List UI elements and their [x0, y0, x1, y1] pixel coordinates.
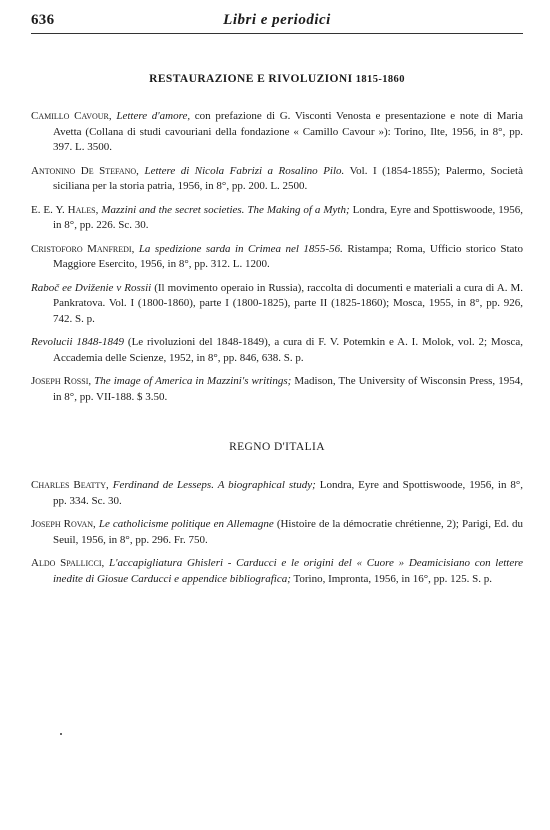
- entries-restaurazione: [31, 109, 523, 413]
- entry-title: Le catholicisme politique en Allemagne: [98, 518, 274, 530]
- entry-title: The image of America in Mazzini's writings;: [94, 375, 292, 387]
- bibliography-entry: [31, 478, 523, 509]
- entry-title: Lettere di Nicola Fabrizi a Rosalino Pilo.: [144, 164, 345, 177]
- bibliography-entry: [31, 242, 523, 273]
- bibliography-entry: [31, 203, 523, 234]
- bibliography-entry: [31, 517, 523, 548]
- entry-details: Vol. I (1854-1855); Palermo, Società siciliana per la storia patria, 1956, in 8°, pp. 200. L. 2500.: [53, 164, 523, 192]
- page-header: [31, 10, 523, 32]
- bibliography-entry: [31, 556, 523, 587]
- bibliography-entry: [31, 374, 523, 405]
- entry-details: (Il movimento operaio in Russia), raccolta di documenti e materiali a cura di A. M. Pankratova. Vol. I (1800-1860), parte I (1800-1825), parte II (1825-1860); Mosca, 1955, in 8°, pp. 926, 742. S. p.: [53, 281, 524, 325]
- header-rule: [31, 33, 523, 34]
- entry-author: Camillo Cavour,: [31, 110, 112, 122]
- entry-author: Joseph Rovan,: [31, 518, 96, 530]
- entry-author: Charles Beatty,: [31, 479, 109, 491]
- section-title-restaurazione: [31, 73, 523, 85]
- entry-title: La spedizione sarda in Crimea nel 1855-56.: [138, 242, 343, 255]
- entry-title: Revolucii 1848-1849: [31, 336, 125, 348]
- entry-details: Ristampa; Roma, Ufficio storico Stato Maggiore Esercito, 1956, in 8°, pp. 312. L. 1200.: [53, 242, 523, 270]
- page-number: 636: [31, 12, 55, 28]
- entry-details: (Le rivoluzioni del 1848-1849), a cura di F. V. Potemkin e A. I. Molok, vol. 2; Mosca, Accademia delle Scienze, 1952, in 8°, pp. 846, 638. S. p.: [53, 336, 524, 364]
- entry-details: Torino, Impronta, 1956, in 16°, pp. 125. S. p.: [293, 572, 493, 585]
- stray-ink-mark: [60, 733, 62, 735]
- entry-details: con prefazione di G. Visconti Venosta e presentazione e note di Maria Avetta (Collana di studi cavouriani della fondazione « Camillo Cavour »): Torino, Ilte, 1956, in 8°, pp. 397. L. 3500.: [53, 110, 523, 153]
- entry-title: Lettere d'amore,: [116, 110, 191, 122]
- entry-details: Londra, Eyre and Spottiswoode, 1956, in 8°, pp. 334. Sc. 30.: [53, 479, 524, 507]
- bibliography-entry: [31, 281, 523, 328]
- section-title-regno-italia: [31, 441, 523, 453]
- running-head: Libri e periodici: [223, 12, 331, 28]
- entry-details: Madison, The University of Wisconsin Press, 1954, in 8°, pp. VII-188. $ 3.50.: [53, 375, 523, 403]
- section-title-main: RESTAURAZIONE E RIVOLUZIONI: [149, 73, 353, 85]
- entry-author: E. E. Y. Hales,: [31, 203, 99, 216]
- entry-title: Mazzini and the secret societies. The Making of a Myth;: [101, 203, 350, 216]
- entry-author: Antonino De Stefano,: [31, 164, 139, 177]
- entry-details: Londra, Eyre and Spottiswoode, 1956, in 8°, pp. 226. Sc. 30.: [53, 203, 524, 231]
- bibliography-entry: [31, 164, 523, 195]
- entry-title: Raboč ee Dviženie v Rossii: [31, 281, 152, 294]
- entry-title: Ferdinand de Lesseps. A biographical study;: [112, 479, 316, 491]
- entries-regno-italia: [31, 478, 523, 595]
- section-title-main: REGNO D'ITALIA: [229, 441, 325, 453]
- entry-author: Cristoforo Manfredi,: [31, 242, 135, 255]
- section-title-years: 1815-1860: [355, 74, 405, 85]
- entry-author: Aldo Spallicci,: [31, 557, 105, 569]
- entry-title: L'accapigliatura Ghisleri - Carducci e le origini del « Cuore » Deamicisiano con lettere inedite di Giosue Carducci e appendice bibliografica;: [53, 557, 523, 585]
- entry-details: (Histoire de la démocratie chrétienne, 2); Parigi, Ed. du Seuil, 1956, in 8°, pp. 296. Fr. 750.: [53, 518, 523, 546]
- bibliography-entry: [31, 335, 523, 366]
- bibliography-entry: [31, 109, 523, 156]
- entry-author: Joseph Rossi,: [31, 375, 92, 387]
